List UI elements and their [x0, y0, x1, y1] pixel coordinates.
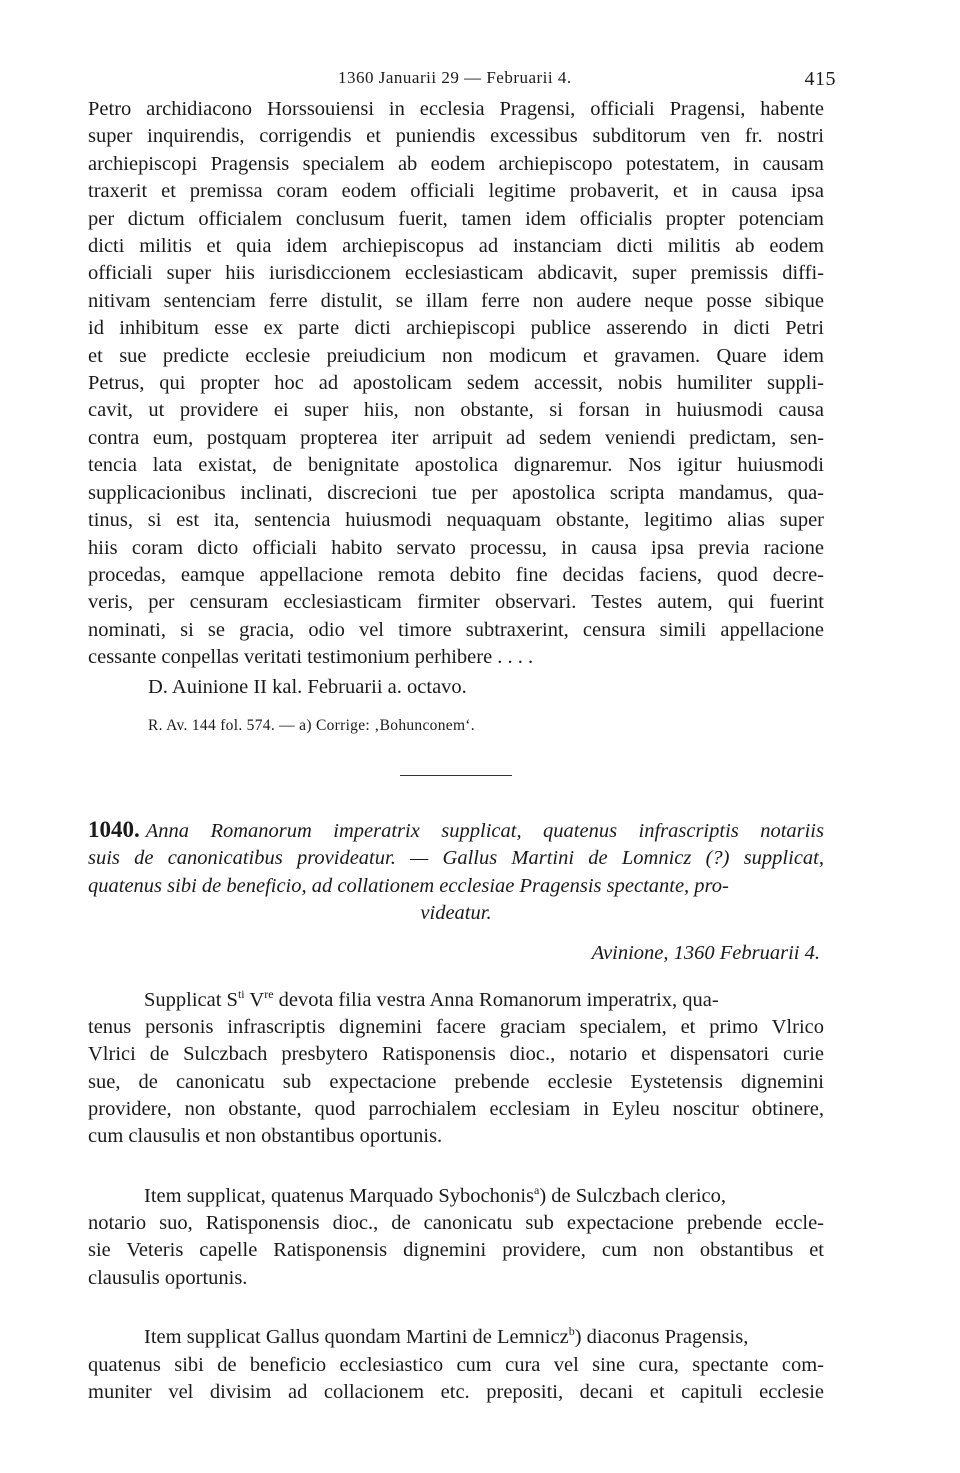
- text-line: tinus, si est ita, sentencia huiusmodi nequaquam obstante, legitimo alias super: [88, 509, 824, 532]
- text-line: quatenus sibi de beneficio ecclesiastico cum cura vel sine cura, spectante com-: [88, 1353, 824, 1376]
- paragraph-3-first-line: Item supplicat Gallus quondam Martini de Lemnicz$^b$) diaconus Pragensis,: [144, 1324, 749, 1349]
- text-line: officiali super hiis iurisdiccionem ecclesiasticam abdicavit, super premissis diffi-: [88, 262, 824, 285]
- text-line: tenus personis infrascriptis dignemini facere graciam specialem, et primo Vlrico: [88, 1015, 824, 1038]
- text-line: traxerit et premissa coram eodem officiali legitime probaverit, et in causa ipsa: [88, 180, 824, 203]
- paragraph-2: [88, 1177, 824, 1292]
- heading-line: 1040. Anna Romanorum imperatrix supplicat, quatenus infrascriptis notariis: [88, 816, 824, 842]
- paragraph-1-first-line: Supplicat $S^{ti}$ Vre devota filia vestra Anna Romanorum imperatrix, qua-: [144, 986, 719, 1011]
- text-line: notario suo, Ratisponensis dioc., de canonicatu sub expectacione prebende eccle-: [88, 1212, 824, 1235]
- document-number: 1040.: [88, 816, 140, 842]
- text-line: per dictum officialem conclusum fuerit, tamen idem officialis propter potenciam: [88, 207, 824, 230]
- page-number: 415: [804, 68, 836, 90]
- text-line: hiis coram dicto officiali habito servato processu, in causa ipsa previa racione: [88, 536, 824, 559]
- text-line: archiepiscopi Pragensis specialem ab eodem archiepiscopo potestatem, in causam: [88, 152, 824, 175]
- source-note: R. Av. 144 fol. 574. — a) Corrige: ‚Bohunconem‘.: [148, 716, 475, 734]
- heading-line: suis de canonicatibus provideatur. — Gallus Martini de Lomnicz (?) supplicat,: [88, 847, 824, 870]
- heading-last-line: videatur.: [420, 902, 492, 925]
- text-line: id inhibitum esse ex parte dicti archiepiscopi publice asserendo in dicti Petri: [88, 317, 824, 340]
- dateline: D. Auinione II kal. Februarii a. octavo.: [148, 675, 467, 698]
- text-line: supplicacionibus inclinati, discrecioni tue per apostolica scripta mandamus, qua-: [88, 481, 824, 504]
- text-line: dicti militis et quia idem archiepiscopus ad instanciam dicti militis ab eodem: [88, 235, 824, 258]
- text-line: cum clausulis et non obstantibus oportunis.: [88, 1125, 443, 1148]
- previous-document-text: [88, 96, 824, 672]
- text-line: sie Veteris capelle Ratisponensis dignemini providere, cum non obstantibus et: [88, 1239, 824, 1262]
- paragraph-1: [88, 981, 824, 1151]
- text-line: Petrus, qui propter hoc ad apostolicam sedem accessit, nobis humiliter suppli-: [88, 372, 824, 395]
- document-heading: [88, 816, 824, 928]
- running-head: [88, 62, 836, 96]
- text-line: et sue predicte ecclesie preiudicium non modicum et gravamen. Quare idem: [88, 344, 824, 367]
- text-line: nominati, si se gracia, odio vel timore subtraxerint, censura simili appellacione: [88, 618, 824, 641]
- text-line: procedas, eamque appellacione remota debito fine decidas faciens, quod decre-: [88, 563, 824, 586]
- text-line: muniter vel divisim ad collacionem etc. prepositi, decani et capituli ecclesie: [88, 1380, 824, 1403]
- text-line: providere, non obstante, quod parrochialem ecclesiam in Eyleu noscitur obtinere,: [88, 1098, 824, 1121]
- text-line: cavit, ut providere ei super hiis, non obstante, si forsan in huiusmodi causa: [88, 399, 824, 422]
- text-line: Petro archidiacono Horssouiensi in ecclesia Pragensi, officiali Pragensi, habente: [88, 98, 824, 120]
- text-line: contra eum, postquam propterea iter arripuit ad sedem veniendi predictam, sen-: [88, 426, 824, 449]
- text-line: super inquirendis, corrigendis et puniendis excessibus subditorum ven fr. nostri: [88, 125, 824, 148]
- place-date: Avinione, 1360 Februarii 4.: [591, 941, 820, 964]
- text-line: Vlrici de Sulczbach presbytero Ratisponensis dioc., notario et dispensatori curie: [88, 1043, 824, 1066]
- text-line: sue, de canonicatu sub expectacione prebende ecclesie Eystetensis dignemini: [88, 1070, 824, 1093]
- running-head-title: 1360 Januarii 29 — Februarii 4.: [338, 68, 572, 87]
- heading-line: quatenus sibi de beneficio, ad collationem ecclesiae Pragensis spectante, pro-: [88, 874, 729, 897]
- text-line: veris, per censuram ecclesiasticam firmiter observari. Testes autem, qui fuerint: [88, 591, 824, 614]
- paragraph-3: [88, 1318, 824, 1406]
- text-line: tencia lata existat, de benignitate apostolica dignaremur. Nos igitur huiusmodi: [88, 454, 824, 477]
- text-line: clausulis oportunis.: [88, 1266, 248, 1289]
- text-line: cessante conpellas veritati testimonium perhibere . . . .: [88, 646, 534, 669]
- separator-rule: [400, 775, 512, 776]
- text-line: nitivam sentenciam ferre distulit, se illam ferre non audere neque posse sibique: [88, 289, 824, 312]
- paragraph-2-first-line: Item supplicat, quatenus Marquado Sybochonis$^a$) de Sulczbach clerico,: [144, 1182, 727, 1207]
- page: [88, 62, 836, 1406]
